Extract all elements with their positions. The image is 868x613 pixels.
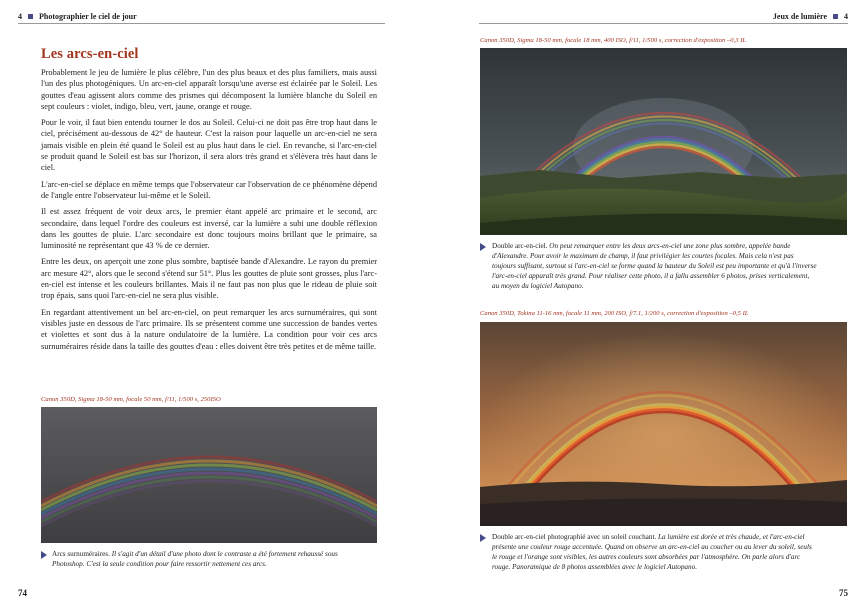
paragraph: L'arc-en-ciel se déplace en même temps que l'observateur car l'observation de ce phénomène dépend de l'angle entre l'observateur lui-même et le Soleil. xyxy=(41,179,377,200)
right-page-number: 75 xyxy=(839,588,848,598)
paragraph: Pour le voir, il faut bien entendu tourner le dos au Soleil. Celui-ci ne doit pas être trop haut dans le ciel, précisément au-dessous de 42° de hauteur. C'est la raison pour laquelle un arc-en-ciel ne sera jamais visible en plein été quand le Soleil est au plus haut dans le ciel. En revanche, si l'arc-en-ciel se produit quand le Soleil est bas sur l'horizon, il sera alors très grand et s'élèvera très haut dans le ciel. xyxy=(41,118,377,173)
caption-text: Il s'agit d'un détail d'une photo dont le contraste a été fortement rehaussé sous Photoshop. C'est la seule condition pour faire ressortir nettement ces arcs. xyxy=(52,550,338,569)
photo-exif-caption: Canon 350D, Sigma 18-50 mm, focale 18 mm, 400 ISO, f/11, 1/500 s, correction d'exposition –0,3 IL xyxy=(480,37,747,44)
photo-caption xyxy=(492,241,817,291)
photo-caption xyxy=(52,549,352,569)
caption-arrow-icon xyxy=(41,551,47,559)
sunset-double-rainbow-photo xyxy=(480,322,847,526)
caption-text: La lumière est dorée et très chaude, et l'arc-en-ciel présente une couleur rouge accentuée. Quand on observe un arc-en-ciel au coucher ou au lever du soleil, seuls le rouge et l'orange sont visibles, les autres couleurs sont absorbées par l'atmosphère. On parle alors d'arc rouge. Panoramique de 8 photos assemblées avec le logiciel Autopano. xyxy=(492,533,812,572)
right-header-rule xyxy=(479,23,848,24)
right-running-header xyxy=(773,12,848,21)
photo-exif-caption: Canon 350D, Sigma 18-50 mm, focale 50 mm, f/11, 1/500 s, 250ISO xyxy=(41,396,221,403)
paragraph: En regardant attentivement un bel arc-en-ciel, on peut remarquer les arcs surnuméraires, qui sont visibles juste en dessous de l'arc primaire. Ils se présentent comme une succession de bandes vertes et violettes et sont dus à la nature ondulatoire de la lumière. La condition pour voir ces arcs surnuméraires réside dans la taille des gouttes d'eau : elles doivent être très petites et de même taille. xyxy=(41,307,377,351)
caption-lead: Double arc-en-ciel photographié avec un soleil couchant. xyxy=(492,533,657,541)
caption-lead: Arcs surnuméraires. xyxy=(52,550,110,558)
left-page-number: 74 xyxy=(18,588,27,598)
caption-lead: Double arc-en-ciel. xyxy=(492,242,548,250)
double-rainbow-landscape-photo xyxy=(480,48,847,235)
left-header-title: Photographier le ciel de jour xyxy=(39,12,137,21)
caption-arrow-icon xyxy=(480,243,486,251)
paragraph: Il est assez fréquent de voir deux arcs, le premier étant appelé arc primaire et le second, arc secondaire, dans lequel l'ordre des couleurs est inversé, car la lumière a subi une double réflexion dans les gouttes de pluie. L'arc secondaire est donc toujours moins brillant que le primaire, sa luminosité ne représentant que 43 % de ce dernier. xyxy=(41,207,377,251)
left-header-number: 4 xyxy=(18,12,22,21)
right-header-title: Jeux de lumière xyxy=(772,12,827,21)
left-header-rule xyxy=(18,23,385,24)
body-text xyxy=(41,67,377,357)
paragraph: Entre les deux, on aperçoit une zone plus sombre, baptisée bande d'Alexandre. Le rayon du premier arc mesure 42°, alors que le second s'étend sur 51°. Plus les gouttes de pluie sont grosses, plus l'arc-en-ciel est intense et les couleurs brillantes. Mais il ne faut pas non plus que le rideau de pluie soit trop épais, sans quoi l'arc-en-ciel ne sera plus visible. xyxy=(41,257,377,301)
caption-arrow-icon xyxy=(480,534,486,542)
paragraph: Probablement le jeu de lumière le plus célèbre, l'un des plus beaux et des plus familiers, mais aussi l'un des plus photogéniques. Un arc-en-ciel apparaît lorsqu'une averse est éclairée par le Soleil. Les gouttes d'eau agissent alors comme des prismes qui décomposent la lumière blanche du Soleil en sept couleurs : violet, indigo, bleu, vert, jaune, orange et rouge. xyxy=(41,68,377,111)
left-running-header xyxy=(18,12,137,21)
photo-caption xyxy=(492,532,818,572)
square-bullet-icon xyxy=(833,14,838,19)
right-header-number: 4 xyxy=(844,12,848,21)
section-title: Les arcs-en-ciel xyxy=(41,46,139,62)
caption-text: On peut remarquer entre les deux arcs-en-ciel une zone plus sombre, appelée bande d'Alexandre. Pour avoir le maximum de champ, il faut privilégier les courtes focales. Mais cela n'est pas toujours suffisant, surtout si l'arc-en-ciel se forme quand la hauteur du Soleil est peu importante et qu'à l'inverse l'arc-en-ciel apparaît très grand. Pour réaliser cette photo, il a fallu assembler 6 photos, prises verticalement, au moyen du logiciel Autopano. xyxy=(492,242,817,291)
photo-exif-caption: Canon 350D, Tokina 11-16 mm, focale 11 mm, 200 ISO, f/7.1, 1/200 s, correction d'exposition –0,5 IL xyxy=(480,310,749,317)
supernumerary-arcs-photo xyxy=(41,407,377,543)
square-bullet-icon xyxy=(28,14,33,19)
